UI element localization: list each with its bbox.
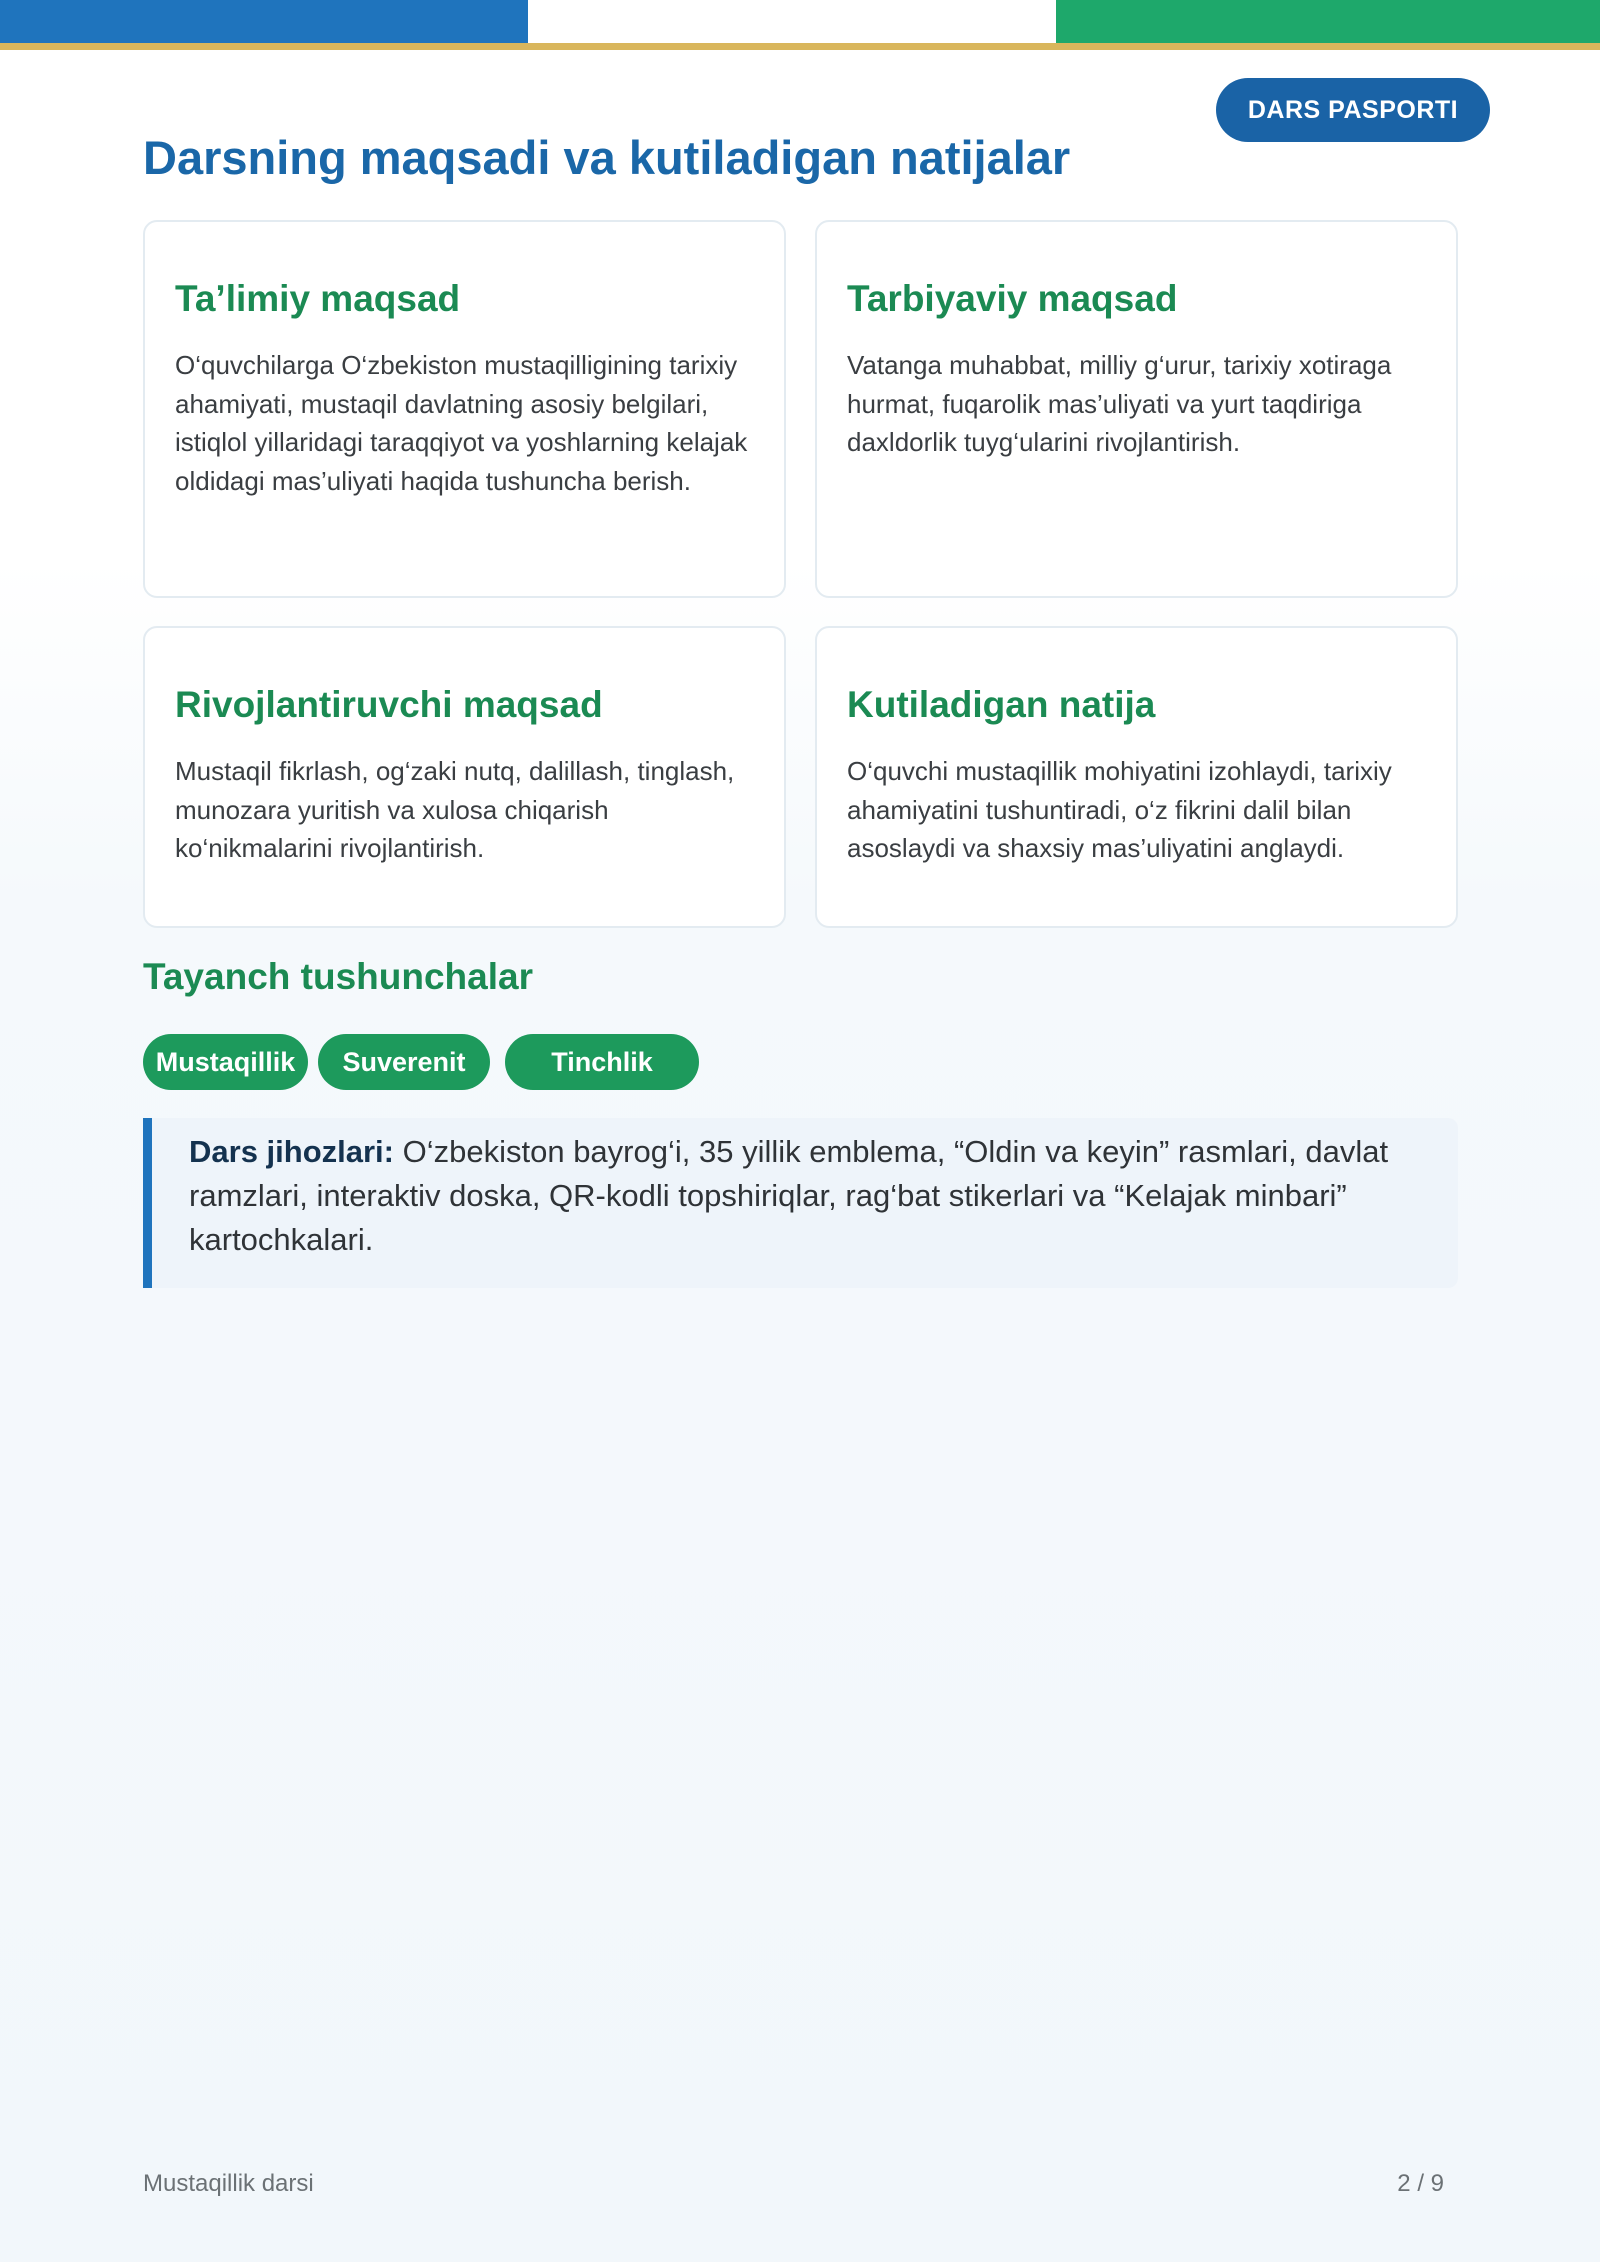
key-concepts-title: Tayanch tushunchalar [143,956,533,997]
card-title: Tarbiyaviy maqsad [847,278,1178,319]
card-title: Ta’limiy maqsad [175,278,461,319]
concept-tag: Tinchlik [505,1034,699,1090]
upbringing-goal-card [815,220,1458,598]
footer-page-number: 2 / 9 [1397,2170,1444,2197]
lesson-equipment-callout [143,1118,1458,1288]
equipment-text: O‘zbekiston bayrog‘i, 35 yillik emblema, “Oldin va keyin” rasmlari, davlat ramzlari, interaktiv doska, QR-kodli topshiriqlar, rag‘bat stikerlari va “Kelajak minbari” kartochkalari. [189,1134,1389,1257]
card-title: Rivojlantiruvchi maqsad [175,684,603,725]
card-text: Mustaqil fikrlash, og‘zaki nutq, dalillash, tinglash, munozara yuritish va xulosa chiqarish ko‘nikmalarini rivojlantirish. [175,756,735,863]
expected-result-card [815,626,1458,928]
flag-stripe-white [528,0,1056,44]
concept-tag: Mustaqillik [143,1034,308,1090]
footer-document-name: Mustaqillik darsi [143,2170,314,2197]
card-title: Kutiladigan natija [847,684,1156,725]
page-title: Darsning maqsadi va kutiladigan natijalar [143,131,1071,184]
equipment-label: Dars jihozlari: [189,1134,394,1169]
flag-stripe-green [1056,0,1600,44]
concept-tag: Suverenit [318,1034,490,1090]
educational-goal-card [143,220,786,598]
card-text: O‘quvchilarga O‘zbekiston mustaqilligining tarixiy ahamiyati, mustaqil davlatning asosiy belgilari, istiqlol yillaridagi taraqqiyot va yoshlarning kelajak oldidagi mas’uliyati haqida tushuncha berish. [175,350,748,496]
flag-stripe-blue [0,0,528,44]
card-text: O‘quvchi mustaqillik mohiyatini izohlaydi, tarixiy ahamiyatini tushuntiradi, o‘z fikrini dalil bilan asoslaydi va shaxsiy mas’uliyatini anglaydi. [847,756,1392,863]
card-text: Vatanga muhabbat, milliy g‘urur, tarixiy xotiraga hurmat, fuqarolik mas’uliyati va yurt taqdiriga daxldorlik tuyg‘ularini rivojlantirish. [847,350,1392,457]
developmental-goal-card [143,626,786,928]
lesson-passport-badge: DARS PASPORTI [1216,78,1490,142]
flag-stripe-header [0,0,1600,52]
flag-stripe-gold-line [0,43,1600,50]
